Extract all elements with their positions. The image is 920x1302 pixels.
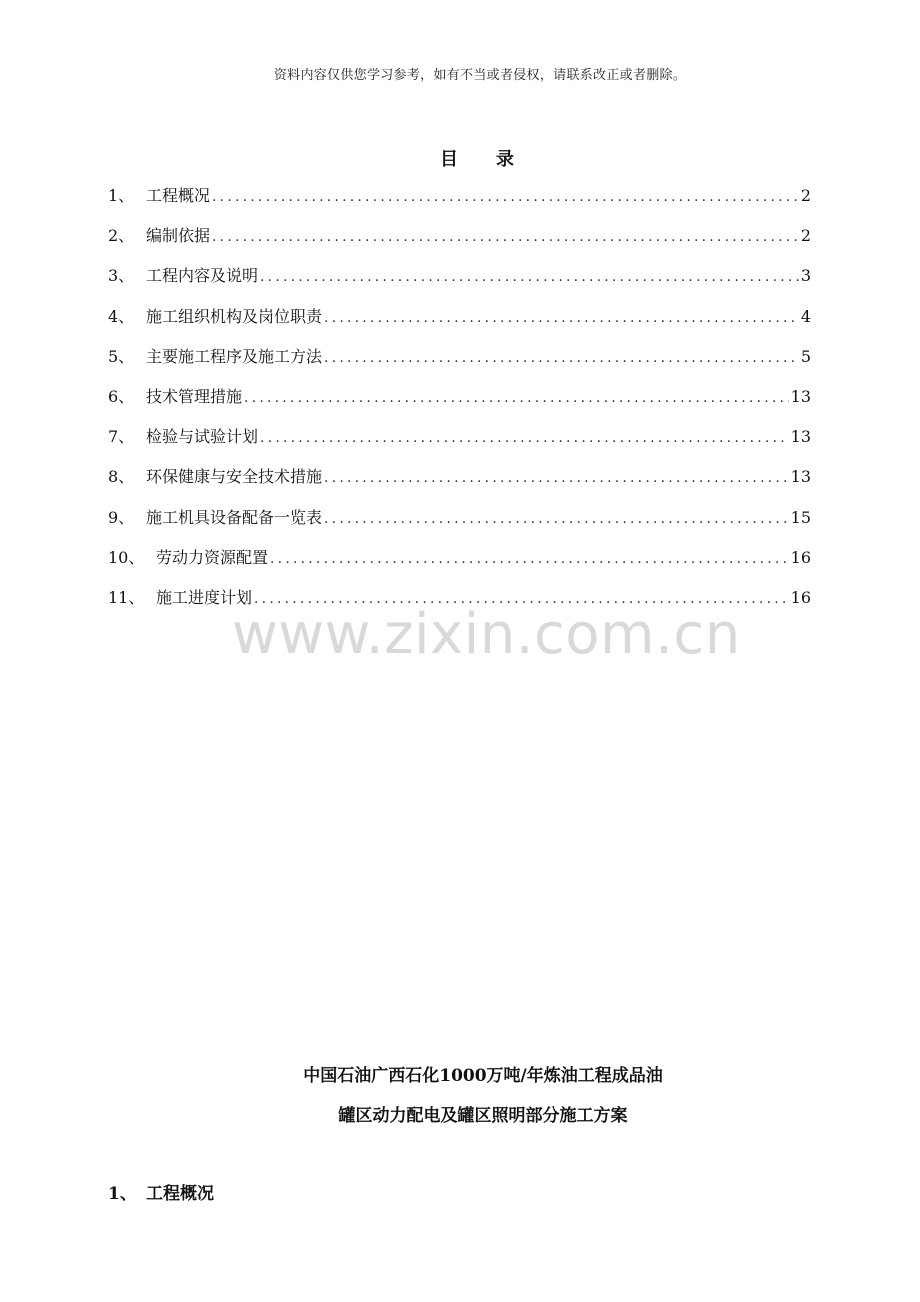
toc-entry-number: 6、 bbox=[108, 386, 135, 406]
toc-entry-number: 11、 bbox=[108, 587, 145, 607]
toc-entry-title: 主要施工程序及施工方法 bbox=[146, 346, 323, 366]
toc-entry-page: 2 bbox=[800, 186, 811, 205]
toc-dot-leader bbox=[212, 184, 799, 210]
toc-entry-page: 13 bbox=[790, 427, 811, 447]
toc-entry-page: 2 bbox=[800, 226, 811, 246]
toc-entry-title: 检验与试验计划 bbox=[146, 427, 259, 447]
toc-entry[interactable] bbox=[108, 424, 811, 464]
toc-dot-leader bbox=[270, 546, 789, 572]
toc-entry-page: 16 bbox=[790, 587, 811, 607]
toc-title bbox=[440, 145, 514, 171]
toc-dot-leader bbox=[324, 506, 789, 532]
section-number: 1、 bbox=[108, 1184, 137, 1204]
toc-title-char-2: 录 bbox=[496, 149, 514, 170]
toc-entry[interactable] bbox=[108, 505, 811, 545]
toc-entry-number: 10、 bbox=[108, 547, 145, 567]
disclaimer-note: 资料内容仅供您学习参考，如有不当或者侵权，请联系改正或者删除。 bbox=[273, 68, 687, 83]
toc-entry-title: 施工组织机构及岗位职责 bbox=[146, 306, 323, 326]
document-title-line-2: 罐区动力配电及罐区照明部分施工方案 bbox=[338, 1106, 628, 1126]
toc-entry-page: 13 bbox=[790, 467, 811, 487]
toc-dot-leader bbox=[244, 385, 789, 411]
toc-dot-leader bbox=[324, 345, 799, 371]
toc-entry[interactable] bbox=[108, 545, 811, 585]
toc-entry[interactable] bbox=[108, 183, 811, 223]
toc-entry-page: 4 bbox=[800, 306, 811, 326]
section-title: 工程概况 bbox=[146, 1184, 214, 1204]
section-heading bbox=[108, 1179, 214, 1204]
toc-entry-number: 4、 bbox=[108, 306, 135, 326]
watermark: www.zixin.com.cn bbox=[232, 602, 741, 667]
toc-entry-page: 5 bbox=[800, 346, 811, 366]
toc-entry-title: 编制依据 bbox=[146, 226, 211, 246]
toc-entry-page: 13 bbox=[790, 386, 811, 406]
toc-entry-title: 施工进度计划 bbox=[156, 587, 253, 607]
table-of-contents bbox=[108, 183, 811, 625]
toc-entry-number: 3、 bbox=[108, 266, 135, 286]
toc-entry[interactable] bbox=[108, 384, 811, 424]
toc-entry-number: 9、 bbox=[108, 507, 135, 527]
toc-entry-title: 环保健康与安全技术措施 bbox=[146, 467, 323, 487]
toc-entry-title: 工程内容及说明 bbox=[146, 266, 259, 286]
toc-entry-title: 技术管理措施 bbox=[146, 386, 243, 406]
toc-title-char-1: 目 bbox=[440, 149, 458, 170]
toc-entry-page: 16 bbox=[790, 547, 811, 567]
toc-entry[interactable] bbox=[108, 223, 811, 263]
toc-entry-number: 2、 bbox=[108, 226, 135, 246]
toc-entry-title: 工程概况 bbox=[146, 186, 211, 205]
toc-entry[interactable] bbox=[108, 263, 811, 303]
toc-entry-number: 5、 bbox=[108, 346, 135, 366]
toc-entry[interactable] bbox=[108, 304, 811, 344]
toc-entry-page: 15 bbox=[790, 507, 811, 527]
toc-dot-leader bbox=[324, 465, 789, 491]
toc-dot-leader bbox=[324, 305, 799, 331]
document-title-line-1: 中国石油广西石化1000万吨/年炼油工程成品油 bbox=[303, 1066, 663, 1086]
toc-entry[interactable] bbox=[108, 464, 811, 504]
toc-dot-leader bbox=[260, 264, 799, 290]
toc-entry-title: 劳动力资源配置 bbox=[156, 547, 269, 567]
toc-entry-title: 施工机具设备配备一览表 bbox=[146, 507, 323, 527]
toc-dot-leader bbox=[212, 224, 799, 250]
toc-entry[interactable] bbox=[108, 344, 811, 384]
toc-dot-leader bbox=[260, 425, 789, 451]
toc-entry-number: 7、 bbox=[108, 427, 135, 447]
toc-entry-number: 8、 bbox=[108, 467, 135, 487]
toc-entry-page: 3 bbox=[800, 266, 811, 286]
toc-entry-number: 1、 bbox=[108, 186, 135, 205]
